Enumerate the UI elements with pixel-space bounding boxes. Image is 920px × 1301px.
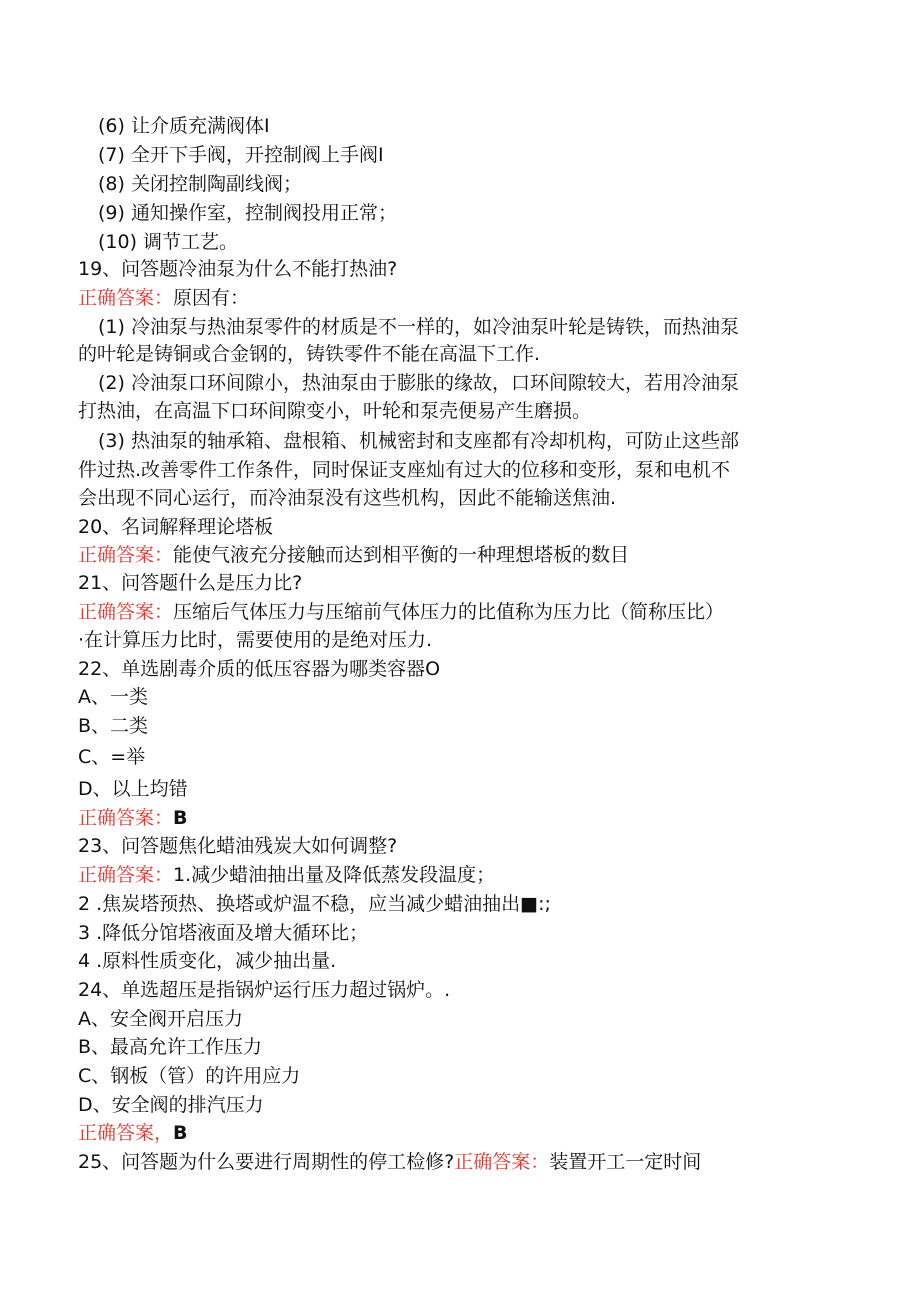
answer-19-point-3-cont: 件过热.改善零件工作条件，同时保证支座灿有过大的位移和变形，泵和电机不 xyxy=(78,459,731,481)
answer-23-point-4: 4 .原料性质变化，减少抽出量. xyxy=(78,950,337,972)
question-21: 21、问答题什么是压力比? xyxy=(78,572,303,594)
option-d: D、以上均错 xyxy=(78,778,188,800)
question-19: 19、问答题冷油泵为什么不能打热油? xyxy=(78,258,398,280)
answer-label: 正确答案： xyxy=(78,544,174,566)
answer-22: 正确答案：B xyxy=(78,807,188,829)
option-b: B、最高允许工作压力 xyxy=(78,1036,263,1058)
question-24: 24、单选超压是指锅炉运行压力超过锅炉。. xyxy=(78,979,451,1001)
answer-label: 正确答案： xyxy=(78,864,174,886)
answer-21: 正确答案：压缩后气体压力与压缩前气体压力的比值称为压力比（简称压比） xyxy=(78,601,725,623)
answer-21-cont: ·在计算压力比时，需要使用的是绝对压力. xyxy=(78,629,433,651)
answer-24: 正确答案，B xyxy=(78,1122,188,1144)
option-d: D、安全阀的排汽压力 xyxy=(78,1094,264,1116)
answer-19-point-3: (3) 热油泵的轴承箱、盘根箱、机械密封和支座都有冷却机构，可防止这些部 xyxy=(98,430,739,452)
answer-19-point-2: (2) 冷油泵口环间隙小，热油泵由于膨胀的缘故，口环间隙较大，若用冷油泵 xyxy=(98,372,739,394)
step-9: (9) 通知操作室，控制阀投用正常； xyxy=(98,202,397,224)
answer-20: 正确答案：能使气液充分接触而达到相平衡的一种理想塔板的数目 xyxy=(78,544,630,566)
answer-23: 正确答案：1.减少蜡油抽出量及降低蒸发段温度； xyxy=(78,864,496,886)
option-c: C、钢板（管）的许用应力 xyxy=(78,1065,301,1087)
answer-23-point-2: 2 .焦炭塔预热、换塔或炉温不稳，应当减少蜡油抽出■:; xyxy=(78,893,551,915)
answer-label: 正确答案： xyxy=(78,807,174,829)
step-7: (7) 全开下手阀，开控制阀上手阀I xyxy=(98,144,384,166)
answer-19: 正确答案：原因有： xyxy=(78,287,250,309)
answer-label: 正确答案： xyxy=(454,1151,550,1173)
step-6: (6) 让介质充满阀体I xyxy=(98,115,270,137)
answer-23-point-3: 3 .降低分馆塔液面及增大循环比； xyxy=(78,922,369,944)
option-a: A、一类 xyxy=(78,686,148,708)
answer-19-point-3-end: 会出现不同心运行，而冷油泵没有这些机构，因此不能输送焦油. xyxy=(78,487,617,509)
answer-label: 正确答案： xyxy=(78,287,174,309)
step-8: (8) 关闭控制陶副线阀； xyxy=(98,173,302,195)
question-23: 23、问答题焦化蜡油残炭大如何调整? xyxy=(78,835,398,857)
option-c: C、=举 xyxy=(78,746,146,768)
option-b: B、二类 xyxy=(78,715,149,737)
answer-19-point-2-cont: 打热油，在高温下口环间隙变小，叶轮和泵壳便易产生磨损。 xyxy=(78,400,592,422)
answer-label: 正确答案： xyxy=(78,601,174,623)
step-10: (10) 调节工艺。 xyxy=(98,231,239,253)
answer-19-point-1-cont: 的叶轮是铸铜或合金钢的，铸铁零件不能在高温下工作. xyxy=(78,343,541,365)
question-22: 22、单选剧毒介质的低压容器为哪类容器O xyxy=(78,658,441,680)
answer-label: 正确答案， xyxy=(78,1122,174,1144)
question-25: 25、问答题为什么要进行周期性的停工检修?正确答案：装置开工一定时间 xyxy=(78,1151,702,1173)
option-a: A、安全阀开启压力 xyxy=(78,1008,243,1030)
answer-19-point-1: (1) 冷油泵与热油泵零件的材质是不一样的，如冷油泵叶轮是铸铁，而热油泵 xyxy=(98,316,739,338)
question-20: 20、名词解释理论塔板 xyxy=(78,516,274,538)
